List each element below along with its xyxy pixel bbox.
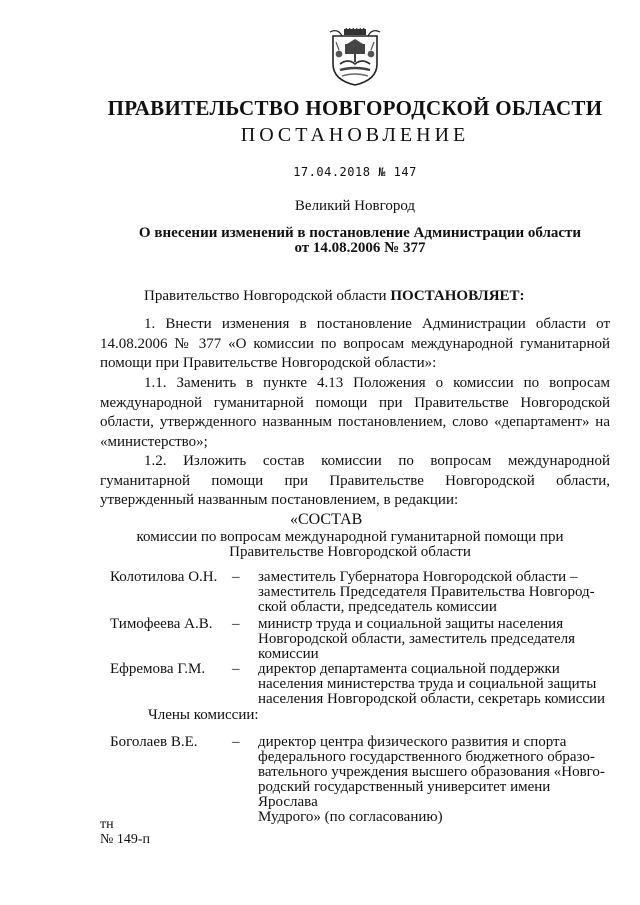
document-type: ПОСТАНОВЛЕНИЕ: [240, 124, 470, 146]
member-role-line: населения Новгородской области, секретарь комиссии: [258, 691, 606, 707]
member-role-line: Мудрого» (по согласованию): [258, 809, 443, 825]
member-role-line: Новгородской области, заместитель председателя: [258, 631, 576, 647]
member-dash: –: [232, 734, 240, 750]
composition-subtitle-line: комиссии по вопросам международной гуманитарной помощи при: [136, 529, 564, 545]
member-name: Боголаев В.Е.: [110, 734, 198, 750]
member-dash: –: [232, 569, 240, 585]
paragraph-1-2: 1.2. Изложить состав комиссии по вопросам международной гуманитарной помощи при Правительстве Новгородской области, утвержденный названным постановлением, в редакции:: [100, 453, 610, 508]
footer-initials: тн: [100, 817, 114, 832]
member-role: [258, 617, 608, 662]
date-and-number: 17.04.2018 № 147: [293, 165, 417, 179]
paragraph-1: 1. Внести изменения в постановление Администрации области от 14.08.2006 № 377 «О комиссии по вопросам международной гуманитарной помощи при Правительстве Новгородской области»:: [100, 316, 610, 371]
member-dash: –: [232, 661, 240, 677]
intro-paragraph: [144, 287, 624, 307]
novgorod-coat-of-arms-icon: [328, 28, 382, 86]
organization-name: ПРАВИТЕЛЬСТВО НОВГОРОДСКОЙ ОБЛАСТИ: [107, 96, 603, 120]
member-role-line: заместитель Губернатора Новгородской области –: [258, 569, 578, 585]
members-label: Члены комиссии:: [148, 707, 259, 723]
city-name: Великий Новгород: [294, 198, 416, 214]
composition-subtitle-line: Правительстве Новгородской области: [229, 544, 471, 560]
member-role-line: федерального государственного бюджетного образо-: [258, 749, 595, 765]
member-name: Ефремова Г.М.: [110, 661, 206, 677]
subject-line: О внесении изменений в постановление Администрации области: [138, 225, 582, 241]
footer-doc-number: № 149-п: [100, 832, 151, 847]
subject-line: от 14.08.2006 № 377: [294, 240, 426, 256]
member-role-line: населения министерства труда и социальной защиты: [258, 676, 597, 692]
member-role: [258, 735, 608, 825]
paragraph-1-1: 1.1. Заменить в пункте 4.13 Положения о комиссии по вопросам международной гуманитарной помощи при Правительстве Новгородской области, утвержденного названным постановлением, слово «департамент» на «министерство»;: [100, 375, 610, 450]
document-subject: [100, 226, 620, 256]
composition-subtitle: [100, 530, 600, 560]
member-role-line: министр труда и социальной защиты населения: [258, 616, 564, 632]
member-role-line: комиссии: [258, 646, 319, 662]
composition-title: «СОСТАВ: [290, 511, 363, 528]
member-role-line: ской области, председатель комиссии: [258, 599, 497, 615]
member-role-line: вательного учреждения высшего образования «Новго-: [258, 764, 605, 780]
member-role: [258, 570, 608, 615]
member-role-line: родский государственный университет имени Ярослава: [258, 779, 551, 810]
member-role-line: директор департамента социальной поддержки: [258, 661, 560, 677]
member-dash: –: [232, 616, 240, 632]
member-name: Колотилова О.Н.: [110, 569, 218, 585]
member-role-line: заместитель Председателя Правительства Новгород-: [258, 584, 595, 600]
member-role: [258, 662, 608, 707]
member-role-line: директор центра физического развития и спорта: [258, 734, 567, 750]
intro-text: Правительство Новгородской области: [144, 288, 391, 304]
member-name: Тимофеева А.В.: [110, 616, 213, 632]
intro-bold: ПОСТАНОВЛЯЕТ:: [390, 288, 525, 304]
